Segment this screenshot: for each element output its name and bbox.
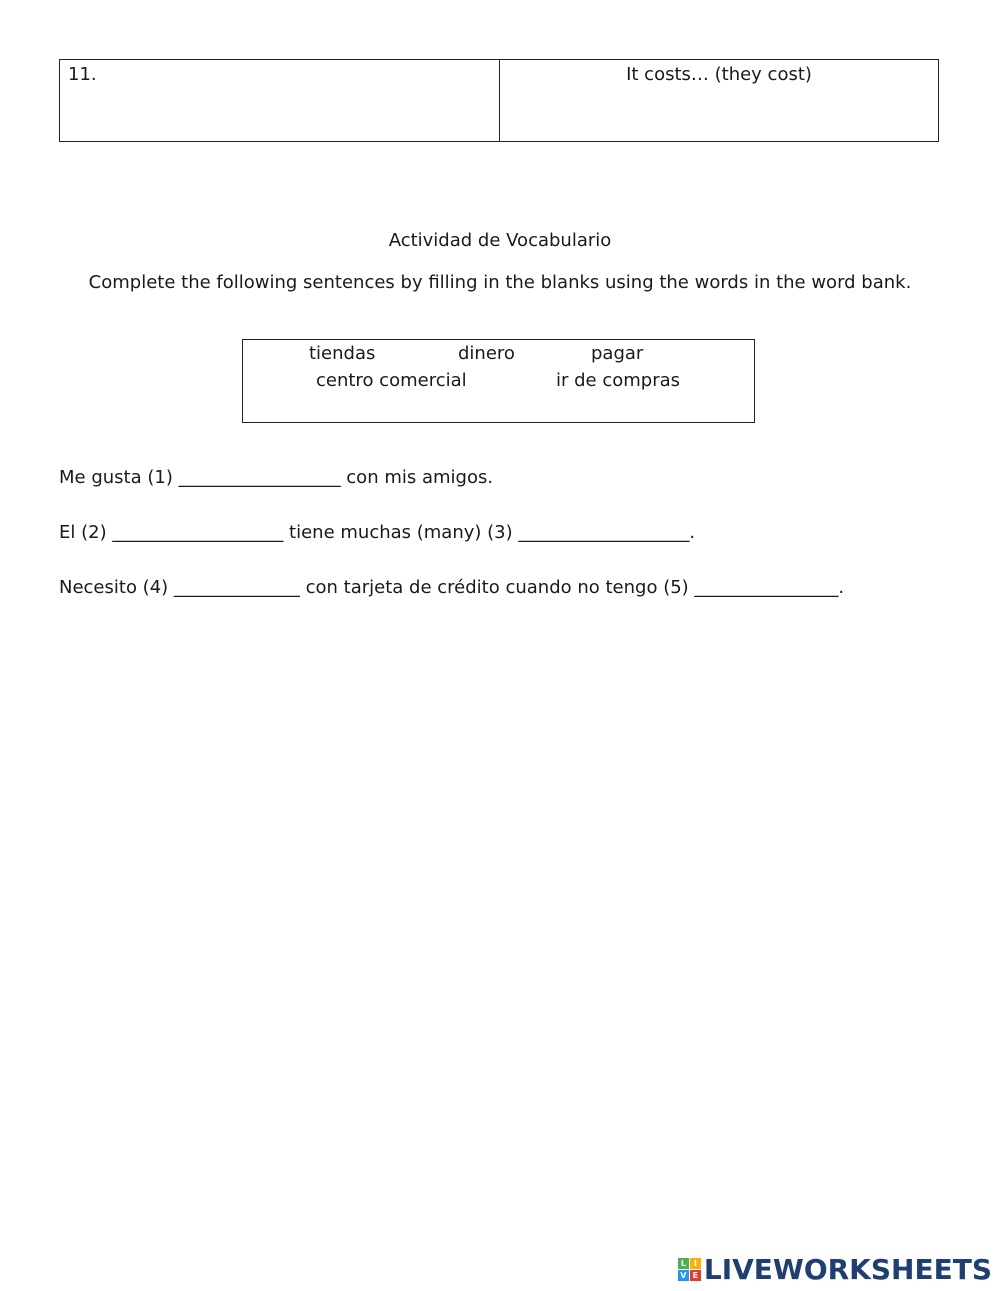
logo-letter: E	[690, 1270, 701, 1281]
logo-letter: L	[678, 1258, 689, 1269]
logo-letter: V	[678, 1270, 689, 1281]
row-number-cell: 11.	[60, 60, 500, 141]
liveworksheets-brand	[678, 1252, 992, 1286]
word-bank-item: centro comercial	[316, 370, 467, 391]
word-bank	[242, 339, 755, 423]
activity-instructions: Complete the following sentences by filling in the blanks using the words in the word bank.	[88, 272, 912, 293]
vocabulary-table-row	[59, 59, 939, 142]
fill-in-sentence-1: Me gusta (1) __________________ con mis amigos.	[59, 467, 494, 488]
fill-in-sentence-2: El (2) ___________________ tiene muchas (many) (3) ___________________.	[59, 522, 696, 543]
word-bank-item: tiendas	[309, 343, 376, 364]
activity-title: Actividad de Vocabulario	[388, 230, 612, 251]
word-bank-item: pagar	[591, 343, 644, 364]
liveworksheets-logo-icon	[678, 1258, 701, 1281]
word-bank-item: ir de compras	[556, 370, 681, 391]
brand-name: LIVEWORKSHEETS	[703, 1252, 992, 1286]
fill-in-sentence-3: Necesito (4) ______________ con tarjeta de crédito cuando no tengo (5) ________________.	[59, 577, 845, 598]
logo-letter: I	[690, 1258, 701, 1269]
word-bank-item: dinero	[458, 343, 515, 364]
row-text-cell: It costs… (they cost)	[626, 64, 812, 85]
